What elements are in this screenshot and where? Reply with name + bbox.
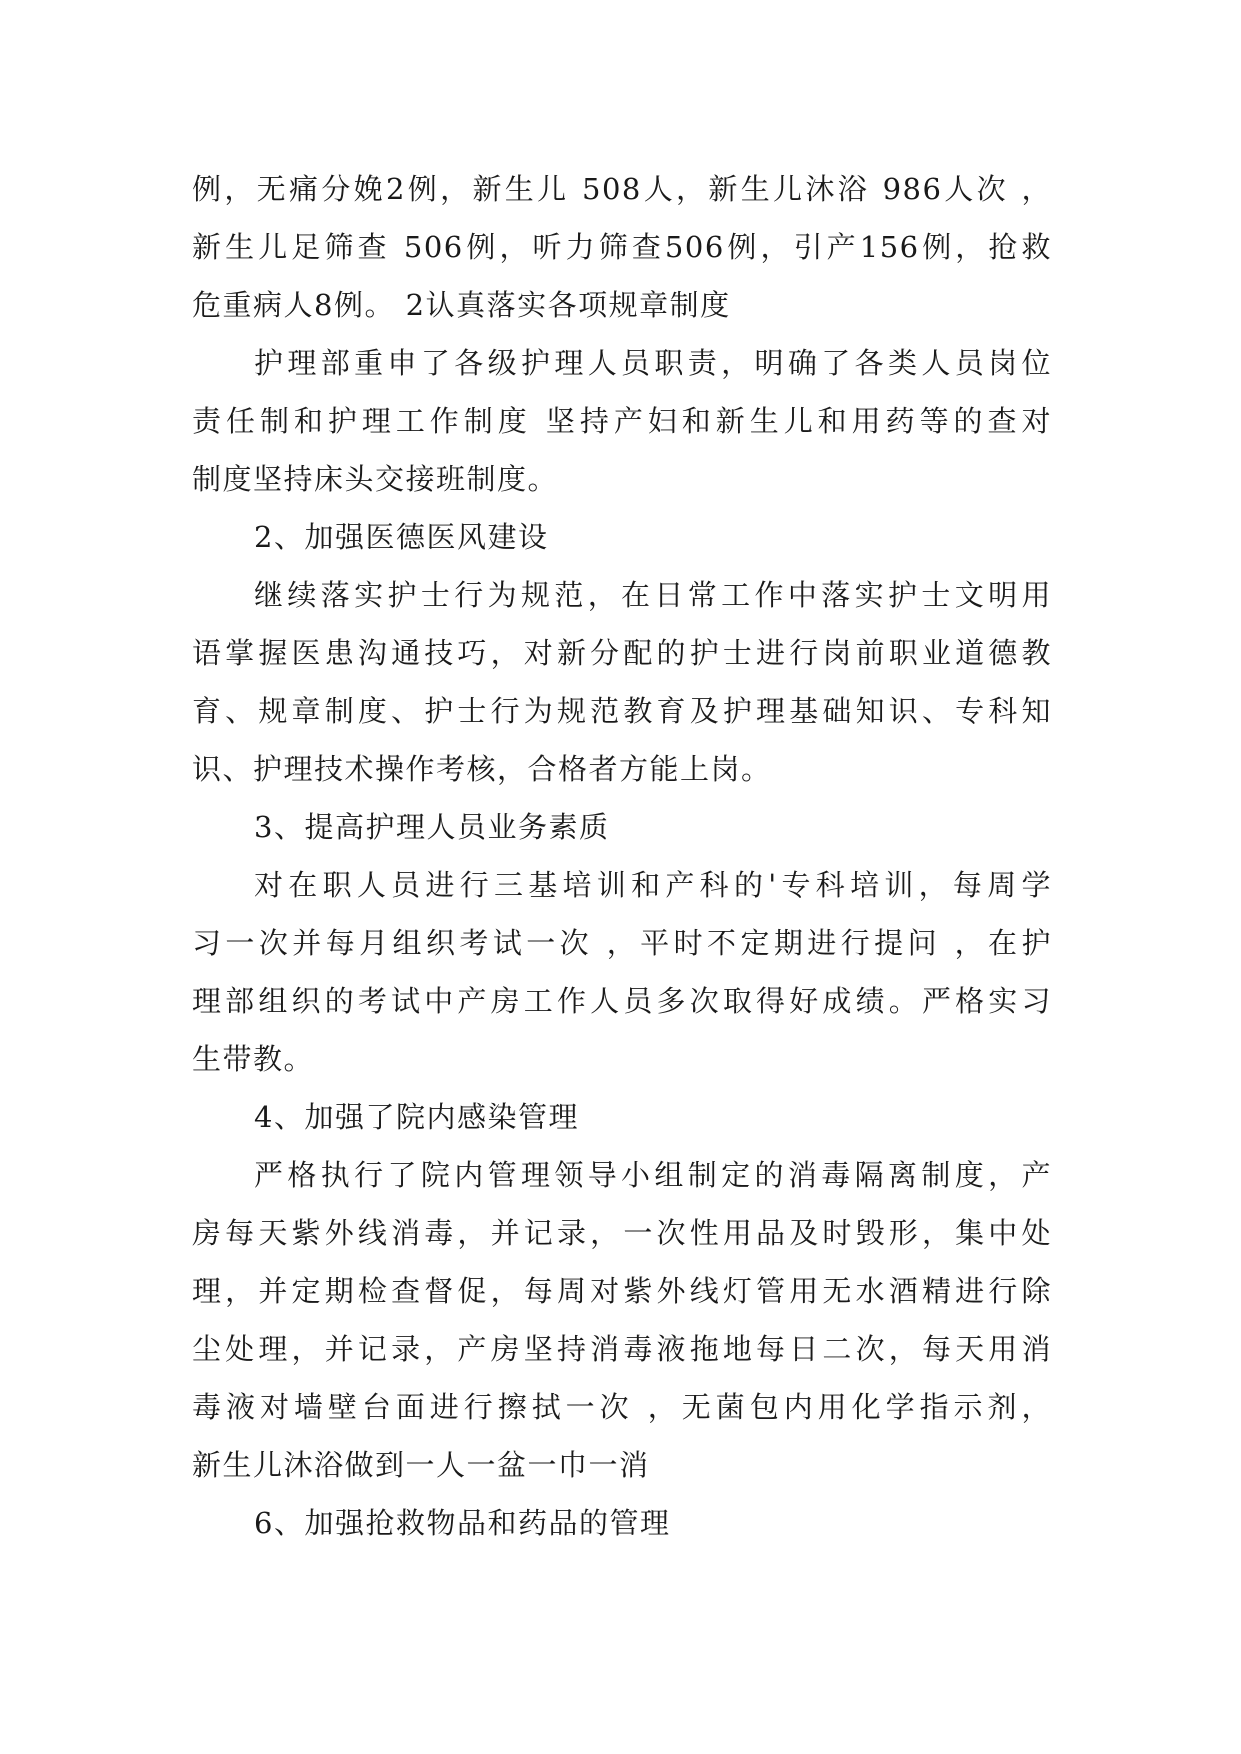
text-line: 房每天紫外线消毒，并记录，一次性用品及时毁形，集中处 — [192, 1216, 1052, 1250]
text-line: 护理部重申了各级护理人员职责，明确了各类人员岗位 — [254, 346, 1052, 380]
text-line: 责任制和护理工作制度 坚持产妇和新生儿和用药等的查对 — [192, 404, 1052, 438]
text-line: 识、护理技术操作考核，合格者方能上岗。 — [192, 752, 772, 786]
text-line: 语掌握医患沟通技巧，对新分配的护士进行岗前职业道德教 — [192, 636, 1052, 670]
text-line: 育、规章制度、护士行为规范教育及护理基础知识、专科知 — [192, 694, 1052, 728]
text-line: 4、加强了院内感染管理 — [254, 1100, 579, 1134]
text-line: 习一次并每月组织考试一次 ，平时不定期进行提问 ，在护 — [192, 926, 1052, 960]
text-line: 2、加强医德医风建设 — [254, 520, 549, 554]
text-line: 3、提高护理人员业务素质 — [254, 810, 610, 844]
text-line: 制度坚持床头交接班制度。 — [192, 462, 559, 496]
text-line: 生带教。 — [192, 1042, 315, 1076]
text-line: 新生儿足筛查 506例，听力筛查506例，引产156例，抢救 — [192, 230, 1052, 264]
text-line: 尘处理，并记录，产房坚持消毒液拖地每日二次，每天用消 — [192, 1332, 1052, 1366]
text-line: 6、加强抢救物品和药品的管理 — [254, 1506, 671, 1540]
text-line: 毒液对墙壁台面进行擦拭一次 ，无菌包内用化学指示剂， — [192, 1390, 1052, 1424]
text-line: 继续落实护士行为规范，在日常工作中落实护士文明用 — [254, 578, 1052, 612]
text-line: 例，无痛分娩2例，新生儿 508人，新生儿沐浴 986人次 ， — [192, 172, 1052, 206]
text-line: 新生儿沐浴做到一人一盆一巾一消 — [192, 1448, 650, 1482]
text-line: 理部组织的考试中产房工作人员多次取得好成绩。严格实习 — [192, 984, 1052, 1018]
document-body — [192, 160, 1052, 1552]
text-line: 理，并定期检查督促，每周对紫外线灯管用无水酒精进行除 — [192, 1274, 1052, 1308]
text-line: 严格执行了院内管理领导小组制定的消毒隔离制度，产 — [254, 1158, 1052, 1192]
text-line: 对在职人员进行三基培训和产科的'专科培训，每周学 — [254, 868, 1052, 902]
text-line: 危重病人8例。 2认真落实各项规章制度 — [192, 288, 731, 322]
